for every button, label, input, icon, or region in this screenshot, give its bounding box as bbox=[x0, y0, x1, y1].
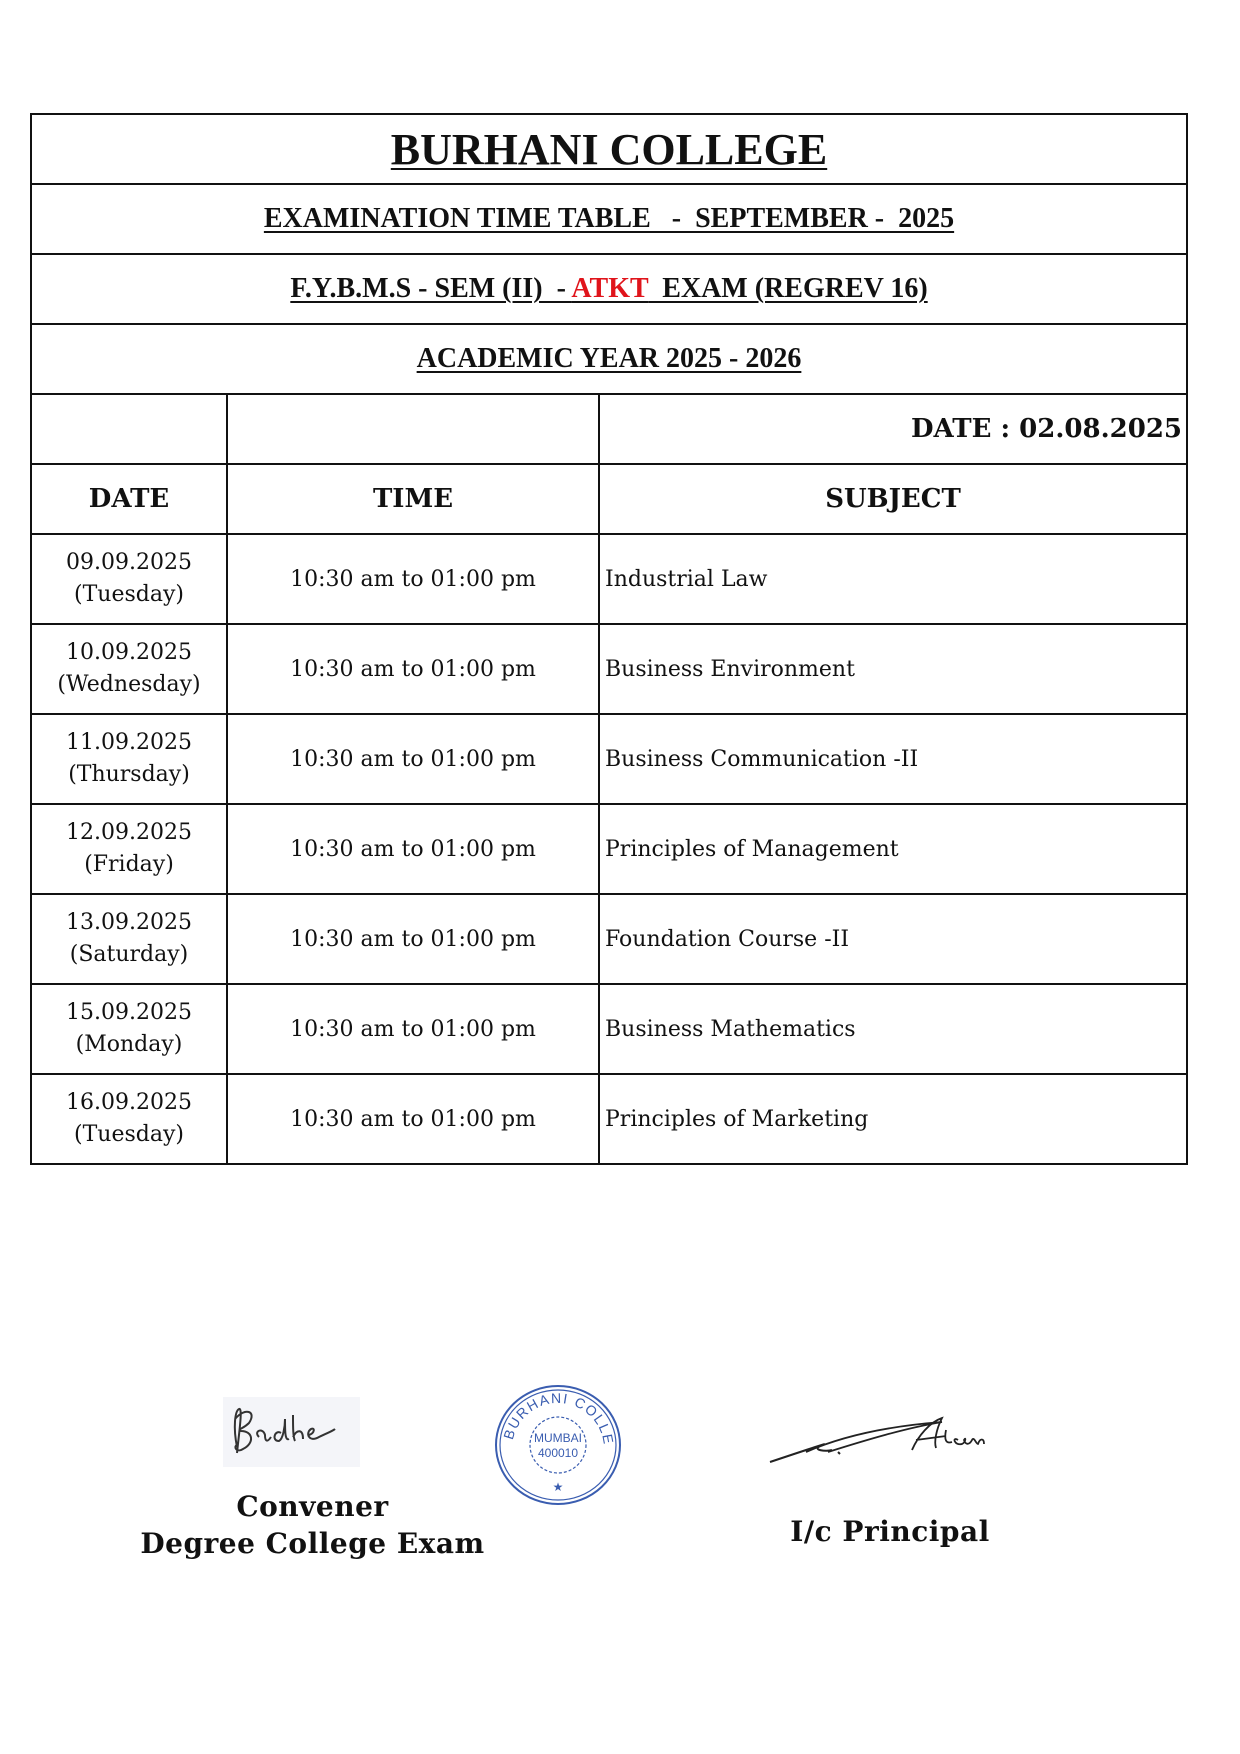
convener-signature-icon bbox=[223, 1397, 360, 1467]
date-cell bbox=[31, 714, 227, 804]
convener-title: Convener bbox=[236, 1490, 389, 1523]
convener-subtitle: Degree College Exam bbox=[140, 1527, 485, 1560]
subject-cell: Principles of Management bbox=[599, 804, 1187, 894]
principal-signature bbox=[766, 1400, 1006, 1475]
column-header-subject: SUBJECT bbox=[599, 464, 1187, 534]
exam-date: 10.09.2025 bbox=[66, 640, 192, 665]
date-cell bbox=[31, 1074, 227, 1164]
exam-day: (Saturday) bbox=[69, 942, 189, 967]
time-cell: 10:30 am to 01:00 pm bbox=[227, 624, 599, 714]
exam-date: 15.09.2025 bbox=[66, 1000, 192, 1025]
svg-text:BURHANI COLLEGE: BURHANI COLLE bbox=[500, 1389, 617, 1447]
principal-label: I/c Principal bbox=[790, 1515, 990, 1548]
time-cell: 10:30 am to 01:00 pm bbox=[227, 984, 599, 1074]
convener-label bbox=[140, 1488, 485, 1562]
academic-year-row bbox=[31, 324, 1187, 394]
course-title bbox=[290, 273, 927, 304]
exam-day: (Monday) bbox=[75, 1032, 183, 1057]
academic-year: ACADEMIC YEAR 2025 - 2026 bbox=[416, 343, 802, 374]
exam-date: 16.09.2025 bbox=[66, 1090, 192, 1115]
exam-date: 12.09.2025 bbox=[66, 820, 192, 845]
exam-date: 09.09.2025 bbox=[66, 550, 192, 575]
exam-day: (Friday) bbox=[84, 852, 174, 877]
svg-text:MUMBAI: MUMBAI bbox=[534, 1431, 582, 1445]
table-row bbox=[31, 984, 1187, 1074]
convener-signature bbox=[223, 1397, 360, 1467]
atkt-highlight: ATKT bbox=[571, 273, 649, 304]
svg-text:★: ★ bbox=[552, 1480, 564, 1494]
date-cell bbox=[31, 534, 227, 624]
empty-cell bbox=[31, 394, 227, 464]
time-cell: 10:30 am to 01:00 pm bbox=[227, 714, 599, 804]
title-row bbox=[31, 114, 1187, 184]
college-name: BURHANI COLLEGE bbox=[390, 124, 828, 174]
date-cell bbox=[31, 984, 227, 1074]
stamp-icon bbox=[494, 1383, 622, 1507]
timetable bbox=[30, 113, 1188, 1165]
time-cell: 10:30 am to 01:00 pm bbox=[227, 534, 599, 624]
exam-date: 13.09.2025 bbox=[66, 910, 192, 935]
course-row bbox=[31, 254, 1187, 324]
table-row bbox=[31, 714, 1187, 804]
time-cell: 10:30 am to 01:00 pm bbox=[227, 894, 599, 984]
date-cell bbox=[31, 804, 227, 894]
empty-cell bbox=[227, 394, 599, 464]
exam-day: (Wednesday) bbox=[57, 672, 201, 697]
exam-title-row bbox=[31, 184, 1187, 254]
table-row bbox=[31, 804, 1187, 894]
exam-day: (Thursday) bbox=[68, 762, 190, 787]
table-row bbox=[31, 894, 1187, 984]
issue-date-row bbox=[31, 394, 1187, 464]
exam-title: EXAMINATION TIME TABLE - SEPTEMBER - 2025 bbox=[263, 203, 955, 234]
column-header-time: TIME bbox=[227, 464, 599, 534]
column-header-date: DATE bbox=[31, 464, 227, 534]
subject-cell: Industrial Law bbox=[599, 534, 1187, 624]
principal-signature-icon bbox=[766, 1400, 1006, 1475]
subject-cell: Business Communication -II bbox=[599, 714, 1187, 804]
column-header-row bbox=[31, 464, 1187, 534]
college-stamp bbox=[494, 1383, 622, 1507]
subject-cell: Principles of Marketing bbox=[599, 1074, 1187, 1164]
exam-day: (Tuesday) bbox=[74, 582, 184, 607]
svg-text:400010: 400010 bbox=[537, 1446, 579, 1460]
subject-cell: Foundation Course -II bbox=[599, 894, 1187, 984]
table-row bbox=[31, 534, 1187, 624]
exam-date: 11.09.2025 bbox=[66, 730, 192, 755]
course-prefix: F.Y.B.M.S - SEM (II) - bbox=[290, 273, 572, 304]
date-cell bbox=[31, 624, 227, 714]
course-suffix: EXAM (REGREV 16) bbox=[648, 273, 928, 304]
exam-day: (Tuesday) bbox=[74, 1122, 184, 1147]
table-row bbox=[31, 1074, 1187, 1164]
date-cell bbox=[31, 894, 227, 984]
issue-date: DATE : 02.08.2025 bbox=[599, 394, 1187, 464]
subject-cell: Business Environment bbox=[599, 624, 1187, 714]
time-cell: 10:30 am to 01:00 pm bbox=[227, 804, 599, 894]
subject-cell: Business Mathematics bbox=[599, 984, 1187, 1074]
table-row bbox=[31, 624, 1187, 714]
time-cell: 10:30 am to 01:00 pm bbox=[227, 1074, 599, 1164]
